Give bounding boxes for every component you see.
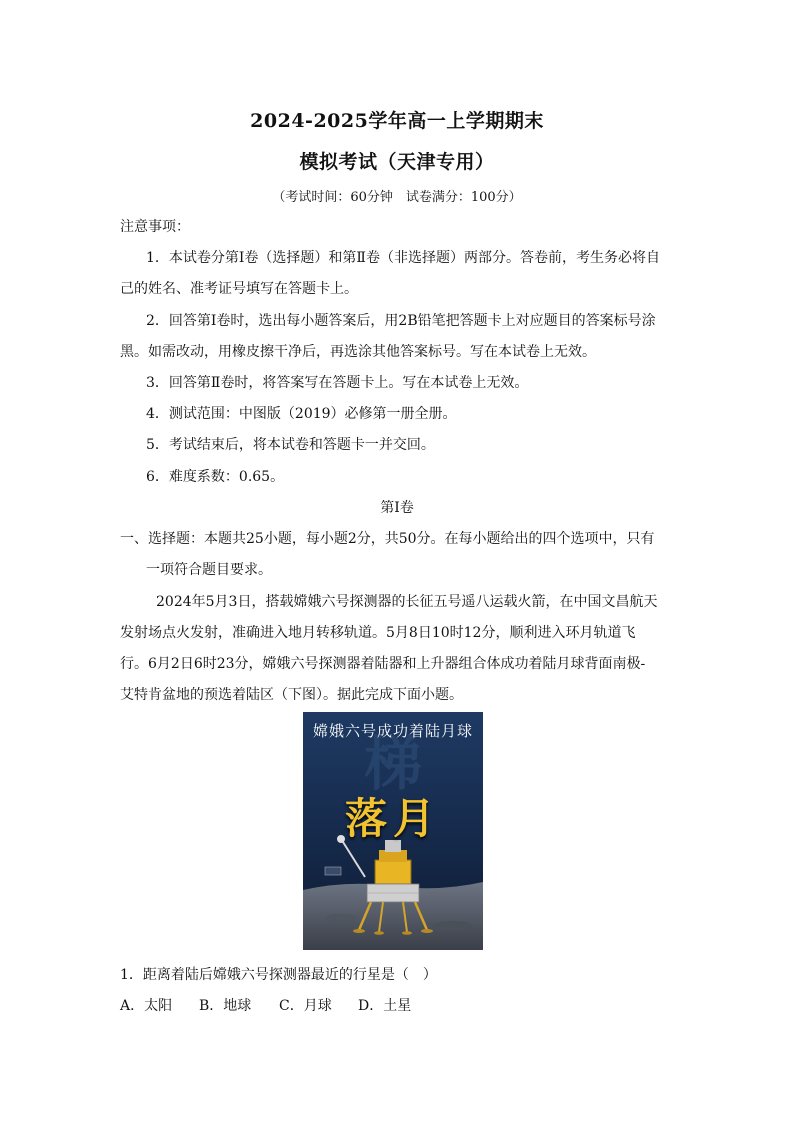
exam-title-line2: 模拟考试（天津专用） (299, 151, 495, 173)
note-item-2: 2．回答第Ⅰ卷时，选出每小题答案后，用2B铅笔把答题卡上对应题目的答案标号涂 (146, 313, 656, 329)
note-item-5: 5．考试结束后，将本试卷和答题卡一并交回。 (146, 437, 435, 453)
passage-line-2: 发射场点火发射，准确进入地月转移轨道。5月8日10时12分，顺利进入环月轨道飞 (120, 625, 636, 641)
section-instruction: 一、选择题：本题共25小题，每小题2分，共50分。在每小题给出的四个选项中，只有 (120, 531, 655, 547)
passage-line-4: 艾特肯盆地的预选着陆区（下图）。据此完成下面小题。 (120, 687, 463, 703)
note-item-4: 4．测试范围：中图版（2019）必修第一册全册。 (146, 406, 457, 422)
svg-text:梯: 梯 (363, 730, 423, 798)
question-1-option-c: C．月球 (279, 998, 332, 1014)
question-1-stem: 1．距离着陆后嫦娥六号探测器最近的行星是（ ） (120, 967, 437, 983)
passage-line-1: 2024年5月3日，搭载嫦娥六号探测器的长征五号遥八运载火箭，在中国文昌航天 (156, 594, 658, 610)
poster-caption: 嫦娥六号成功着陆月球 (312, 722, 473, 740)
exam-title-line1: 2024-2025学年高一上学期期末 (250, 110, 544, 132)
exam-info: （考试时间：60分钟 试卷满分：100分） (272, 190, 522, 205)
note-item-6: 6．难度系数：0.65。 (146, 469, 285, 485)
section-instruction-cont: 一项符合题目要求。 (146, 562, 272, 578)
poster-big-title: 落月 (344, 794, 441, 843)
note-item-1-cont: 己的姓名、准考证号填写在答题卡上。 (120, 281, 358, 297)
lunar-landing-poster (303, 712, 483, 950)
passage-line-3: 行。6月2日6时23分，嫦娥六号探测器着陆器和上升器组合体成功着陆月球背面南极- (120, 656, 646, 672)
note-item-3: 3．回答第Ⅱ卷时，将答案写在答题卡上。写在本试卷上无效。 (146, 375, 529, 391)
question-1-option-d: D．土星 (358, 998, 412, 1014)
notes-heading: 注意事项： (120, 219, 190, 235)
note-item-1: 1．本试卷分第Ⅰ卷（选择题）和第Ⅱ卷（非选择题）两部分。答卷前，考生务必将自 (146, 250, 660, 266)
question-1-option-b: B．地球 (199, 998, 252, 1014)
question-1-option-a: A．太阳 (120, 998, 173, 1014)
note-item-2-cont: 黑。如需改动，用橡皮擦干净后，再选涂其他答案标号。写在本试卷上无效。 (120, 344, 596, 360)
section-title: 第Ⅰ卷 (380, 500, 414, 516)
